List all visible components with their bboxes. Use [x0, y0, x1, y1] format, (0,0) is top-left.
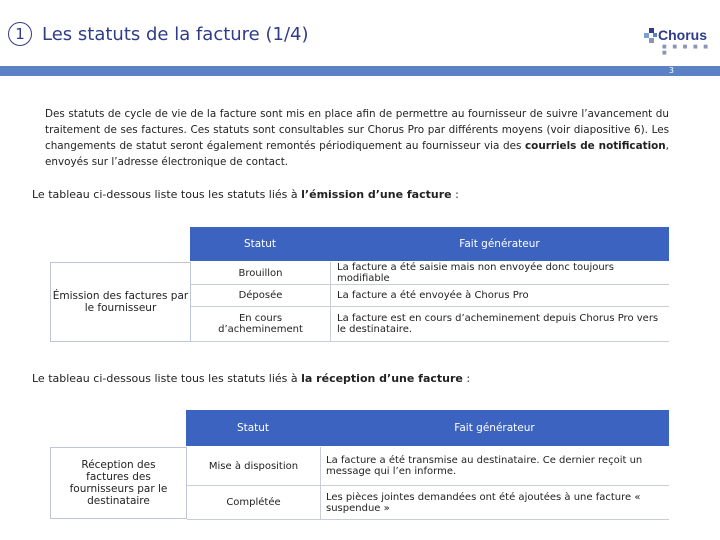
intro-paragraph: [45, 106, 669, 170]
table2-side-label: Réception des factures des fournisseurs par le destinataire: [50, 447, 187, 519]
table-row-trigger: Les pièces jointes demandées ont été ajoutées à une facture « suspendue »: [326, 491, 641, 514]
table-row-status: Complétée: [226, 497, 281, 508]
section1-lead-suffix: :: [451, 188, 459, 201]
intro-text-1: Des statuts de cycle de vie de la facture sont mis en place afin de permettre au fournisseur de suivre l’avancement du traitement de ses factures. Ces statuts sont consultables sur Chorus Pro par différents moyens (voir diapositive 6). Les changements de statut seront également remontés périodiquement au fournisseur via des: [45, 108, 669, 152]
table2-header-status: Statut: [186, 410, 320, 446]
table1-header-status: Statut: [190, 227, 330, 261]
chorus-logo: [644, 24, 716, 56]
logo-dots: ■ ■ ■ ■ ■ ■: [662, 44, 710, 56]
table2-divider: [187, 519, 669, 520]
section2-lead-prefix: Le tableau ci-dessous liste tous les statuts liés à: [32, 372, 302, 385]
table1-vdivider: [330, 262, 331, 342]
table-row-status: Déposée: [238, 289, 283, 301]
table-row-status: Brouillon: [238, 267, 283, 279]
intro-text-2: , envoyés sur l’adresse électronique de contact.: [45, 140, 669, 168]
intro-bold: courriels de notification: [525, 140, 666, 152]
table2-header-trigger: Fait générateur: [320, 410, 669, 446]
chorus-logo-icon: [644, 28, 658, 44]
page-title: Les statuts de la facture (1/4): [42, 23, 309, 45]
table1-side-label: Émission des factures par le fournisseur: [50, 262, 191, 342]
table-row-status: Mise à disposition: [208, 460, 299, 472]
table-row-trigger: La facture a été saisie mais non envoyée donc toujours modifiable: [337, 262, 615, 284]
section1-lead-prefix: Le tableau ci-dessous liste tous les statuts liés à: [32, 188, 302, 201]
section1-lead-bold: l’émission d’une facture: [301, 188, 452, 201]
table-row-trigger: La facture a été envoyée à Chorus Pro: [337, 289, 529, 301]
slide-title: [8, 20, 309, 48]
section2-lead-suffix: :: [462, 372, 471, 385]
table-row-trigger: La facture est en cours d’acheminement depuis Chorus Pro vers le destinataire.: [337, 313, 659, 335]
page-number: 3: [668, 66, 674, 75]
slide-number-badge: 1: [8, 22, 32, 46]
header-rule: [0, 66, 720, 76]
logo-text: Chorus: [658, 27, 707, 43]
section2-lead: [32, 372, 470, 385]
table1-divider: [191, 341, 669, 342]
section2-lead-bold: la réception d’une facture: [301, 372, 463, 385]
table-row-status: En cours d’acheminement: [218, 313, 303, 335]
table-row-trigger: La facture a été transmise au destinataire. Ce dernier reçoit un message qui l’en informe.: [326, 455, 643, 477]
section1-lead: [32, 188, 459, 201]
table2-vdivider: [320, 447, 321, 519]
table1-header-trigger: Fait générateur: [330, 227, 669, 261]
